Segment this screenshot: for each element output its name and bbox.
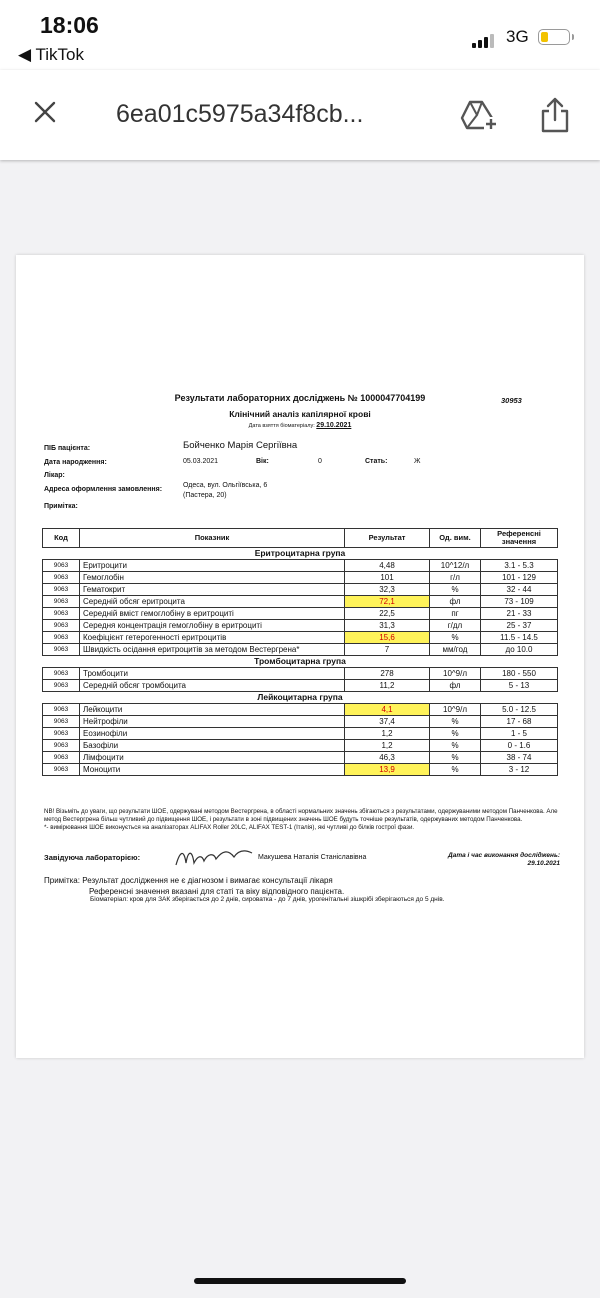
test-name: Гематокрит [80, 584, 345, 596]
age-label: Вік: [256, 458, 269, 465]
test-name: Швидкість осідання еритроцитів за методом Вестергрена* [80, 644, 345, 656]
remarks-line2: Референсні значення вказані для статі та віку відповідного пацієнта. [89, 887, 345, 896]
dob-label: Дата народження: [44, 459, 107, 466]
test-name: Еозинофіли [80, 728, 345, 740]
test-code: 9063 [43, 632, 80, 644]
test-code: 9063 [43, 728, 80, 740]
table-row [43, 632, 558, 644]
address-line2: (Пастера, 20) [183, 492, 227, 499]
table-row [43, 764, 558, 776]
test-name: Лейкоцити [80, 704, 345, 716]
test-reference: 101 - 129 [481, 572, 558, 584]
test-reference: 25 - 37 [481, 620, 558, 632]
test-reference: 3.1 - 5.3 [481, 560, 558, 572]
home-indicator[interactable] [194, 1278, 406, 1284]
status-bar [0, 0, 600, 70]
sample-date [16, 422, 584, 429]
results-table [42, 528, 558, 776]
test-result: 1,2 [345, 728, 430, 740]
table-row [43, 572, 558, 584]
test-result: 13,9 [345, 764, 430, 776]
back-to-app-link[interactable]: ◀ TikTok [18, 45, 84, 64]
test-result: 31,3 [345, 620, 430, 632]
test-unit: % [430, 764, 481, 776]
test-reference: 38 - 74 [481, 752, 558, 764]
clock: 18:06 [40, 12, 99, 38]
col-unit: Од. вим. [430, 529, 481, 548]
note-label: Примітка: [44, 503, 78, 510]
test-unit: мм/год [430, 644, 481, 656]
group-header-row [43, 656, 558, 668]
method-note: *- вимірювання ШОЕ виконується на аналізаторах ALIFAX Roller 20LC, ALIFAX TEST-1 (Італія), які чутливі до білків гострої фази. [44, 824, 415, 831]
close-icon[interactable] [34, 101, 56, 123]
test-unit: % [430, 584, 481, 596]
table-row [43, 560, 558, 572]
remarks-line1: Результат дослідження не є діагнозом і вимагає консультації лікаря [82, 876, 333, 885]
test-unit: % [430, 740, 481, 752]
test-name: Базофіли [80, 740, 345, 752]
test-reference: 11.5 - 14.5 [481, 632, 558, 644]
col-code: Код [43, 529, 80, 548]
report-subheading: Клінічний аналіз капілярної крові [229, 409, 371, 419]
test-code: 9063 [43, 644, 80, 656]
test-reference: 180 - 550 [481, 668, 558, 680]
table-row [43, 608, 558, 620]
patient-name-label: ПІБ пацієнта: [44, 445, 91, 452]
patient-name: Бойченко Марія Сергіївна [183, 440, 298, 451]
test-name: Середній обсяг еритроцита [80, 596, 345, 608]
network-type: 3G [506, 27, 529, 46]
sample-date-value: 29.10.2021 [316, 422, 352, 429]
doctor-label: Лікар: [44, 472, 65, 479]
results-body [43, 548, 558, 776]
group-header-row [43, 692, 558, 704]
test-result: 101 [345, 572, 430, 584]
col-result: Результат [345, 529, 430, 548]
test-reference: 17 - 68 [481, 716, 558, 728]
test-result: 4,48 [345, 560, 430, 572]
group-title: Еритроцитарна група [254, 548, 346, 558]
test-result: 11,2 [345, 680, 430, 692]
table-row [43, 716, 558, 728]
test-result: 15,6 [345, 632, 430, 644]
table-row [43, 752, 558, 764]
age-value: 0 [318, 458, 322, 465]
biomaterial-note: Біоматеріал: кров для ЗАК зберігається до 2 днів, сироватка - до 7 днів, урогенітальні зішкрібі зберігаються до 5 днів. [90, 896, 445, 903]
table-row [43, 668, 558, 680]
test-name: Нейтрофіли [80, 716, 345, 728]
test-reference: 21 - 33 [481, 608, 558, 620]
test-reference: 0 - 1.6 [481, 740, 558, 752]
test-code: 9063 [43, 716, 80, 728]
test-name: Тромбоцити [80, 668, 345, 680]
test-unit: 10^12/л [430, 560, 481, 572]
share-icon[interactable] [540, 96, 570, 134]
test-code: 9063 [43, 740, 80, 752]
test-result: 22,5 [345, 608, 430, 620]
test-unit: фл [430, 680, 481, 692]
test-unit: 10^9/л [430, 668, 481, 680]
col-ref: Референсні значення [481, 529, 558, 548]
test-name: Моноцити [80, 764, 345, 776]
test-unit: г/дл [430, 620, 481, 632]
signal-icon [472, 30, 496, 48]
methodology-note [44, 808, 564, 832]
report-heading: Результати лабораторних досліджень № 1000047704199 [174, 393, 426, 403]
head-label: Завідуюча лабораторією: [44, 853, 141, 862]
sample-date-label: Дата взяття біоматеріалу: [248, 423, 317, 429]
add-to-drive-icon[interactable] [460, 98, 498, 132]
test-unit: % [430, 716, 481, 728]
table-row [43, 596, 558, 608]
document-page [16, 255, 584, 1058]
test-reference: 5.0 - 12.5 [481, 704, 558, 716]
group-header-row [43, 548, 558, 560]
test-result: 72,1 [345, 596, 430, 608]
test-result: 1,2 [345, 740, 430, 752]
test-code: 9063 [43, 608, 80, 620]
test-code: 9063 [43, 752, 80, 764]
test-code: 9063 [43, 668, 80, 680]
test-result: 7 [345, 644, 430, 656]
table-row [43, 740, 558, 752]
completion-date-label: Дата і час виконання досліджень: [448, 852, 560, 859]
test-code: 9063 [43, 620, 80, 632]
table-row [43, 704, 558, 716]
table-row [43, 620, 558, 632]
dob-value: 05.03.2021 [183, 458, 219, 465]
test-reference: 73 - 109 [481, 596, 558, 608]
report-number: 30953 [501, 396, 522, 405]
test-unit: г/л [430, 572, 481, 584]
test-reference: 1 - 5 [481, 728, 558, 740]
table-row [43, 680, 558, 692]
head-name: Макушева Наталія Станіславівна [258, 854, 367, 861]
nb-note: NB! Візьміть до уваги, що результати ШОЕ, одержувані методом Вестергрена, в області нормальних значень збігаються з результатами, одержуваними методом Панченкова. Але метод Вестергрена більш чутливий до підвищення ШОЕ, і результати в зоні підвищених значень ШОЕ будуть точніше результатів, одержуваних методом Панченкова. [44, 808, 558, 823]
group-title: Лейкоцитарна група [257, 692, 343, 702]
test-name: Еритроцити [80, 560, 345, 572]
address-line1: Одеса, вул. Ольгіївська, 6 [183, 482, 268, 489]
battery-icon [538, 29, 570, 45]
test-code: 9063 [43, 680, 80, 692]
table-row [43, 728, 558, 740]
remarks-label: Примітка: [44, 876, 80, 885]
test-unit: % [430, 728, 481, 740]
group-title: Тромбоцитарна група [254, 656, 346, 666]
test-reference: 3 - 12 [481, 764, 558, 776]
test-result: 4,1 [345, 704, 430, 716]
test-unit: фл [430, 596, 481, 608]
test-reference: 32 - 44 [481, 584, 558, 596]
test-unit: % [430, 632, 481, 644]
test-name: Лімфоцити [80, 752, 345, 764]
test-code: 9063 [43, 704, 80, 716]
col-name: Показник [80, 529, 345, 548]
test-result: 278 [345, 668, 430, 680]
test-unit: % [430, 752, 481, 764]
completion-date-value: 29.10.2021 [527, 860, 560, 867]
test-result: 46,3 [345, 752, 430, 764]
test-code: 9063 [43, 560, 80, 572]
test-name: Коефіцієнт гетерогенності еритроцитів [80, 632, 345, 644]
document-title: 6ea01c5975a34f8cb... [116, 100, 364, 128]
test-reference: до 10.0 [481, 644, 558, 656]
address-label: Адреса оформлення замовлення: [44, 486, 163, 493]
test-name: Середня концентрація гемоглобіну в еритроциті [80, 620, 345, 632]
sex-label: Стать: [365, 458, 388, 465]
test-unit: 10^9/л [430, 704, 481, 716]
test-result: 32,3 [345, 584, 430, 596]
test-name: Середній вміст гемоглобіну в еритроциті [80, 608, 345, 620]
sex-value: Ж [414, 458, 421, 465]
test-name: Гемоглобін [80, 572, 345, 584]
test-code: 9063 [43, 572, 80, 584]
test-code: 9063 [43, 596, 80, 608]
signature-image [174, 845, 254, 869]
table-row [43, 584, 558, 596]
test-result: 37,4 [345, 716, 430, 728]
test-code: 9063 [43, 764, 80, 776]
test-reference: 5 - 13 [481, 680, 558, 692]
test-name: Середній обсяг тромбоцита [80, 680, 345, 692]
test-code: 9063 [43, 584, 80, 596]
remarks [44, 875, 344, 897]
table-row [43, 644, 558, 656]
test-unit: пг [430, 608, 481, 620]
completion-date [420, 852, 560, 868]
